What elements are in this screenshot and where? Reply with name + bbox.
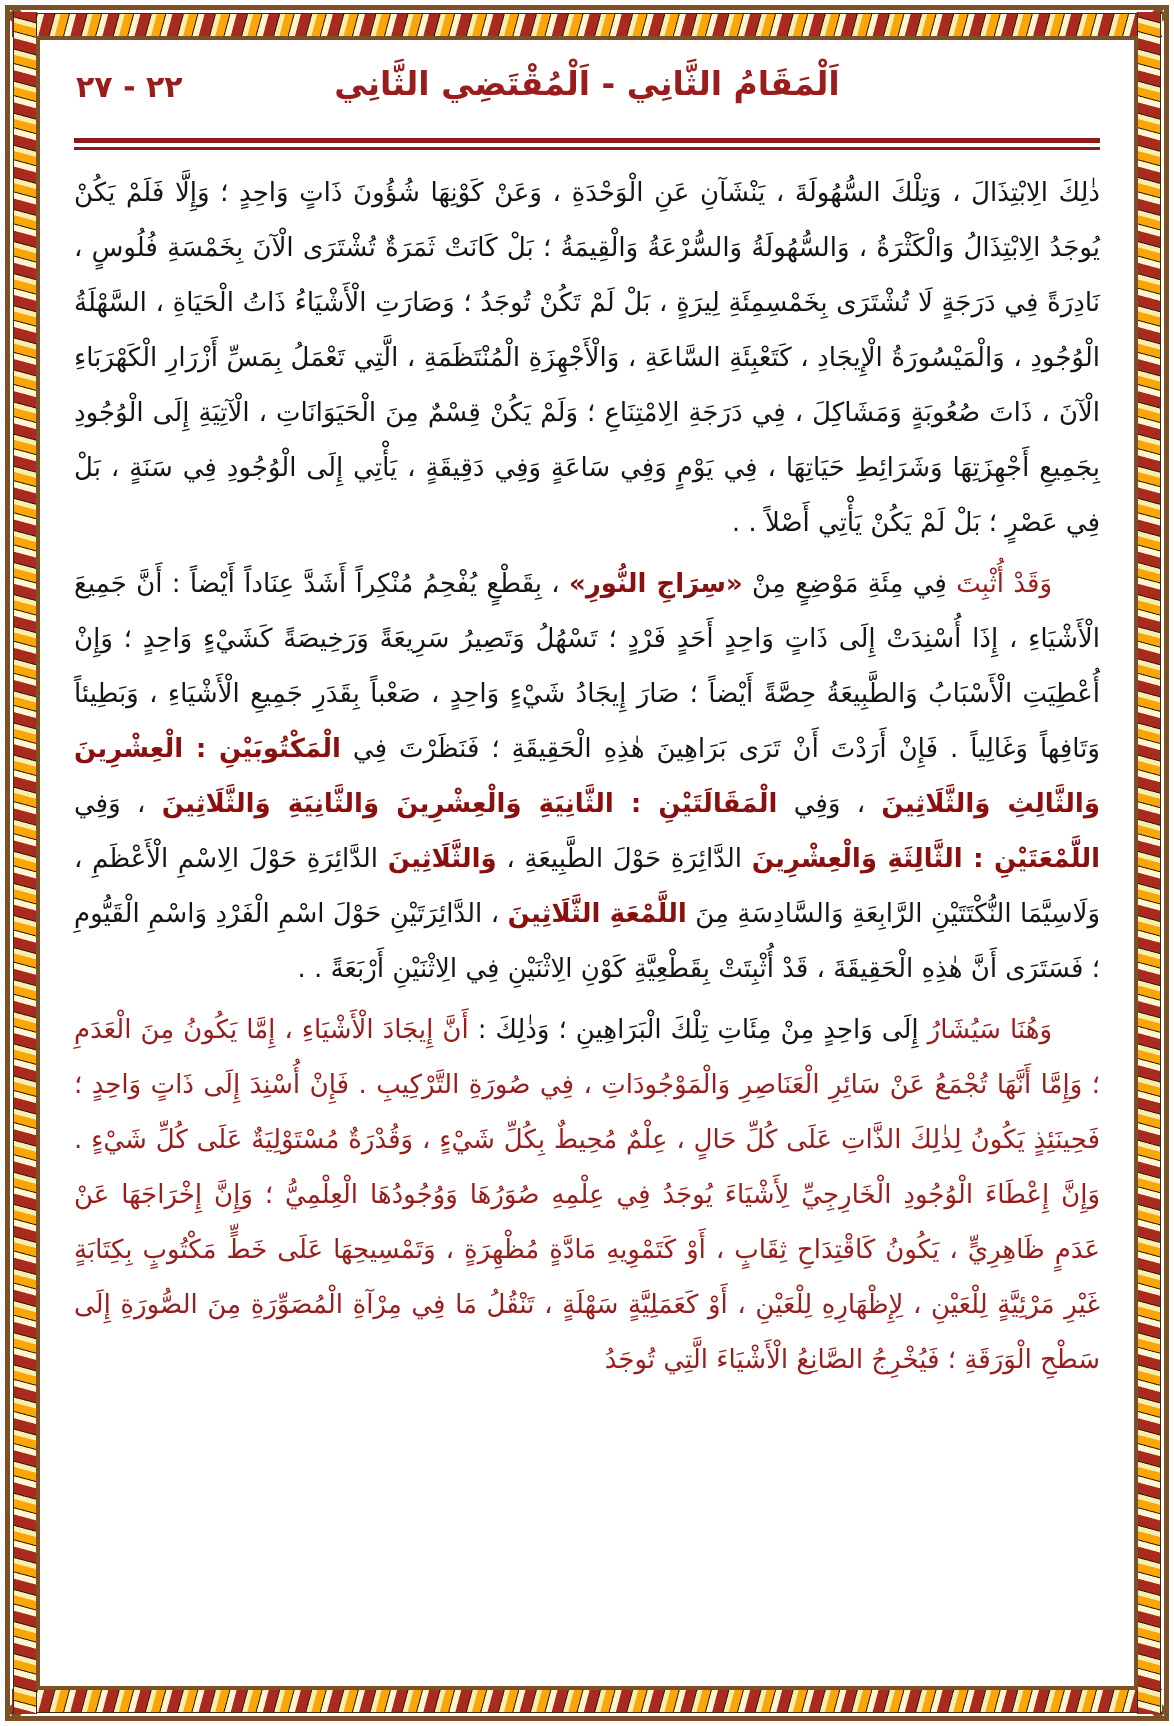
text-segment-black: ، وَفِي	[74, 789, 162, 819]
page-title: اَلْمَقَامُ الثَّانِي - اَلْمُقْتَضِي الثَّانِي	[334, 64, 840, 103]
corner-ornament	[6, 1700, 26, 1720]
paragraph	[74, 166, 1100, 551]
text-segment-black: ، بِقَطْعٍ يُفْحِمُ مُنْكِراً أَشَدَّ عِنَاداً أَيْضاً : أَنَّ جَمِيعَ الْأَشْيَاءِ ، إِذَا أُسْنِدَتْ إِلَى ذَاتٍ وَاحِدٍ أَحَدٍ فَرْدٍ ؛ تَسْهُلُ وَتَصِيرُ سَرِيعَةً وَرَخِيصَةً كَشَيْءٍ وَاحِدٍ ؛ وَإِنْ أُعْطِيَتِ الْأَسْبَابُ وَالطَّبِيعَةُ حِصَّةً أَيْضاً ؛ صَارَ إِيجَادُ شَيْءٍ وَاحِدٍ ، صَعْباً بِقَدَرِ جَمِيعِ الْأَشْيَاءِ ، وَبَطِيئاً وَتَافِهاً وَغَالِياً . فَإِنْ أَرَدْتَ أَنْ تَرَى بَرَاهِينَ هٰذِهِ الْحَقِيقَةِ ؛ فَنَظَرْتَ فِي	[74, 569, 1100, 764]
paragraph	[74, 1003, 1100, 1388]
text-segment-redbold: الْمَكْتُوبَيْنِ : الْعِشْرِينَ وَالثَّالِثِ وَالثَّلَاثِينَ	[74, 734, 1100, 819]
text-segment-black: الدَّائِرَةِ حَوْلَ الطَّبِيعَةِ ،	[496, 844, 752, 874]
text-segment-red: أَنَّ إِيجَادَ الْأَشْيَاءِ ، إِمَّا يَكُونُ مِنَ الْعَدَمِ ؛ وَإِمَّا أَنَّهَا تُجْمَعُ عَنْ سَائِرِ الْعَنَاصِرِ وَالْمَوْجُودَاتِ ، فِي صُورَةِ التَّرْكِيبِ . فَإِنْ أُسْنِدَ إِلَى ذَاتٍ وَاحِدٍ ؛ فَحِينَئِذٍ يَكُونُ لِذٰلِكَ الذَّاتِ عَلَى كُلِّ حَالٍ ، عِلْمٌ مُحِيطٌ بِكُلِّ شَيْءٍ ، وَقُدْرَةٌ مُسْتَوْلِيَةٌ عَلَى كُلِّ شَيْءٍ . وَإِنَّ إِعْطَاءَ الْوُجُودِ الْخَارِجِيِّ لِأَشْيَاءَ يُوجَدُ فِي عِلْمِهِ صُوَرُهَا وَوُجُودُهَا الْعِلْمِيُّ ؛ وَإِنَّ إِخْرَاجَهَا عَنْ عَدَمٍ ظَاهِرِيٍّ ، يَكُونُ كَاقْتِدَاحِ ثِقَابٍ ، أَوْ كَتَمْوِيهِ مَادَّةٍ مُظْهِرَةٍ ، وَتَمْسِيحِهَا عَلَى خَطٍّ مَكْتُوبٍ بِكِتَابَةٍ غَيْرِ مَرْئِيَّةٍ لِلْعَيْنِ ، لِإِظْهَارِهِ لِلْعَيْنِ ، أَوْ كَعَمَلِيَّةٍ سَهْلَةٍ ، تَنْقُلُ مَا فِي مِرْآةِ الْمُصَوِّرَةِ مِنَ الصُّورَةِ إِلَى سَطْحِ الْوَرَقَةِ ؛ فَيُخْرِجُ الصَّانِعُ الْأَشْيَاءَ الَّتِي تُوجَدُ	[74, 1015, 1100, 1375]
text-segment-redbold: اللَّمْعَةِ الثَّلَاثِينَ	[507, 899, 687, 929]
text-segment-black: الدَّائِرَةِ حَوْلَ الِاسْمِ الْأَعْظَمِ ، وَلَاسِيَّمَا النُّكْتَتَيْنِ الرَّابِعَةِ وَالسَّادِسَةِ مِنَ	[74, 844, 1100, 929]
text-segment-black: ، الدَّائِرَتَيْنِ حَوْلَ اسْمِ الْفَرْدِ وَاسْمِ الْقَيُّومِ ؛ فَسَتَرَى أَنَّ هٰذِهِ الْحَقِيقَةَ ، قَدْ أُثْبِتَتْ بِقَطْعِيَّةِ كَوْنِ الِاثْنَيْنِ فِي الِاثْنَيْنِ أَرْبَعَةً . .	[74, 899, 1100, 984]
text-segment-black: ذٰلِكَ الِابْتِذَالَ ، وَتِلْكَ السُّهُولَةَ ، يَنْشَآنِ عَنِ الْوَحْدَةِ ، وَعَنْ كَوْنِهَا شُؤُونَ ذَاتٍ وَاحِدٍ ؛ وَإِلَّا فَلَمْ يَكُنْ يُوجَدُ الِابْتِذَالُ وَالْكَثْرَةُ ، وَالسُّهُولَةُ وَالسُّرْعَةُ وَالْقِيمَةُ ؛ بَلْ كَانَتْ ثَمَرَةٌ تُشْتَرَى الْآنَ بِخَمْسَةِ فُلُوسٍ ، نَادِرَةً فِي دَرَجَةٍ لَا تُشْتَرَى بِخَمْسِمِئَةِ لِيرَةٍ ، بَلْ لَمْ تَكُنْ تُوجَدُ ؛ وَصَارَتِ الْأَشْيَاءُ ذَاتُ الْحَيَاةِ ، السَّهْلَةُ الْوُجُودِ ، وَالْمَيْسُورَةُ الْإِيجَادِ ، كَتَعْبِئَةِ السَّاعَةِ ، وَالْأَجْهِزَةِ الْمُنْتَظَمَةِ ، الَّتِي تَعْمَلُ بِمَسِّ أَزْرَارِ الْكَهْرَبَاءِ الْآنَ ، ذَاتَ صُعُوبَةٍ وَمَشَاكِلَ ، فِي دَرَجَةِ الِامْتِنَاعِ ؛ وَلَمْ يَكُنْ قِسْمٌ مِنَ الْحَيَوَانَاتِ ، الْآتِيَةِ إِلَى الْوُجُودِ بِجَمِيعِ أَجْهِزَتِهَا وَشَرَائِطِ حَيَاتِهَا ، فِي يَوْمٍ وَفِي سَاعَةٍ وَفِي دَقِيقَةٍ ، يَأْتِي إِلَى الْوُجُودِ فِي سَنَةٍ ، بَلْ فِي عَصْرٍ ؛ بَلْ لَمْ يَكُنْ يَأْتِي أَصْلاً . .	[74, 178, 1100, 538]
text-segment-redbold: الْمَقَالَتَيْنِ : الثَّانِيَةِ وَالْعِشْرِينَ وَالثَّانِيَةِ وَالثَّلَاثِينَ	[161, 789, 778, 819]
corner-ornament	[1148, 6, 1168, 26]
corner-ornament	[6, 6, 26, 26]
text-segment-redbold: «سِرَاجِ النُّورِ»	[569, 569, 743, 599]
page-numbers: ٢٢ - ٢٧	[76, 70, 183, 105]
body-text	[74, 166, 1100, 1388]
border-pattern-top	[12, 13, 1162, 37]
text-segment-black: إِلَى وَاحِدٍ مِنْ مِئَاتِ تِلْكَ الْبَرَاهِينِ ؛ وَذٰلِكَ :	[468, 1015, 919, 1045]
border-pattern-left	[13, 12, 37, 1714]
text-segment-red: وَهُنَا سَيُشَارُ	[918, 1015, 1052, 1045]
text-segment-black: فِي مِئَةِ مَوْضِعٍ مِنْ	[742, 569, 947, 599]
border-pattern-bottom	[12, 1689, 1162, 1713]
text-segment-redbold: وَالثَّلَاثِينَ	[387, 844, 497, 874]
border-pattern-right	[1137, 12, 1161, 1714]
header-divider-rule	[74, 138, 1100, 150]
paragraph	[74, 557, 1100, 997]
text-segment-black: ، وَفِي	[777, 789, 882, 819]
page-content	[40, 40, 1134, 1686]
text-segment-red: وَقَدْ أُثْبِتَ	[946, 569, 1052, 599]
corner-ornament	[1148, 1700, 1168, 1720]
text-segment-redbold: اللَّمْعَتَيْنِ : الثَّالِثَةِ وَالْعِشْرِينَ	[751, 844, 1100, 874]
page-header	[74, 64, 1100, 128]
